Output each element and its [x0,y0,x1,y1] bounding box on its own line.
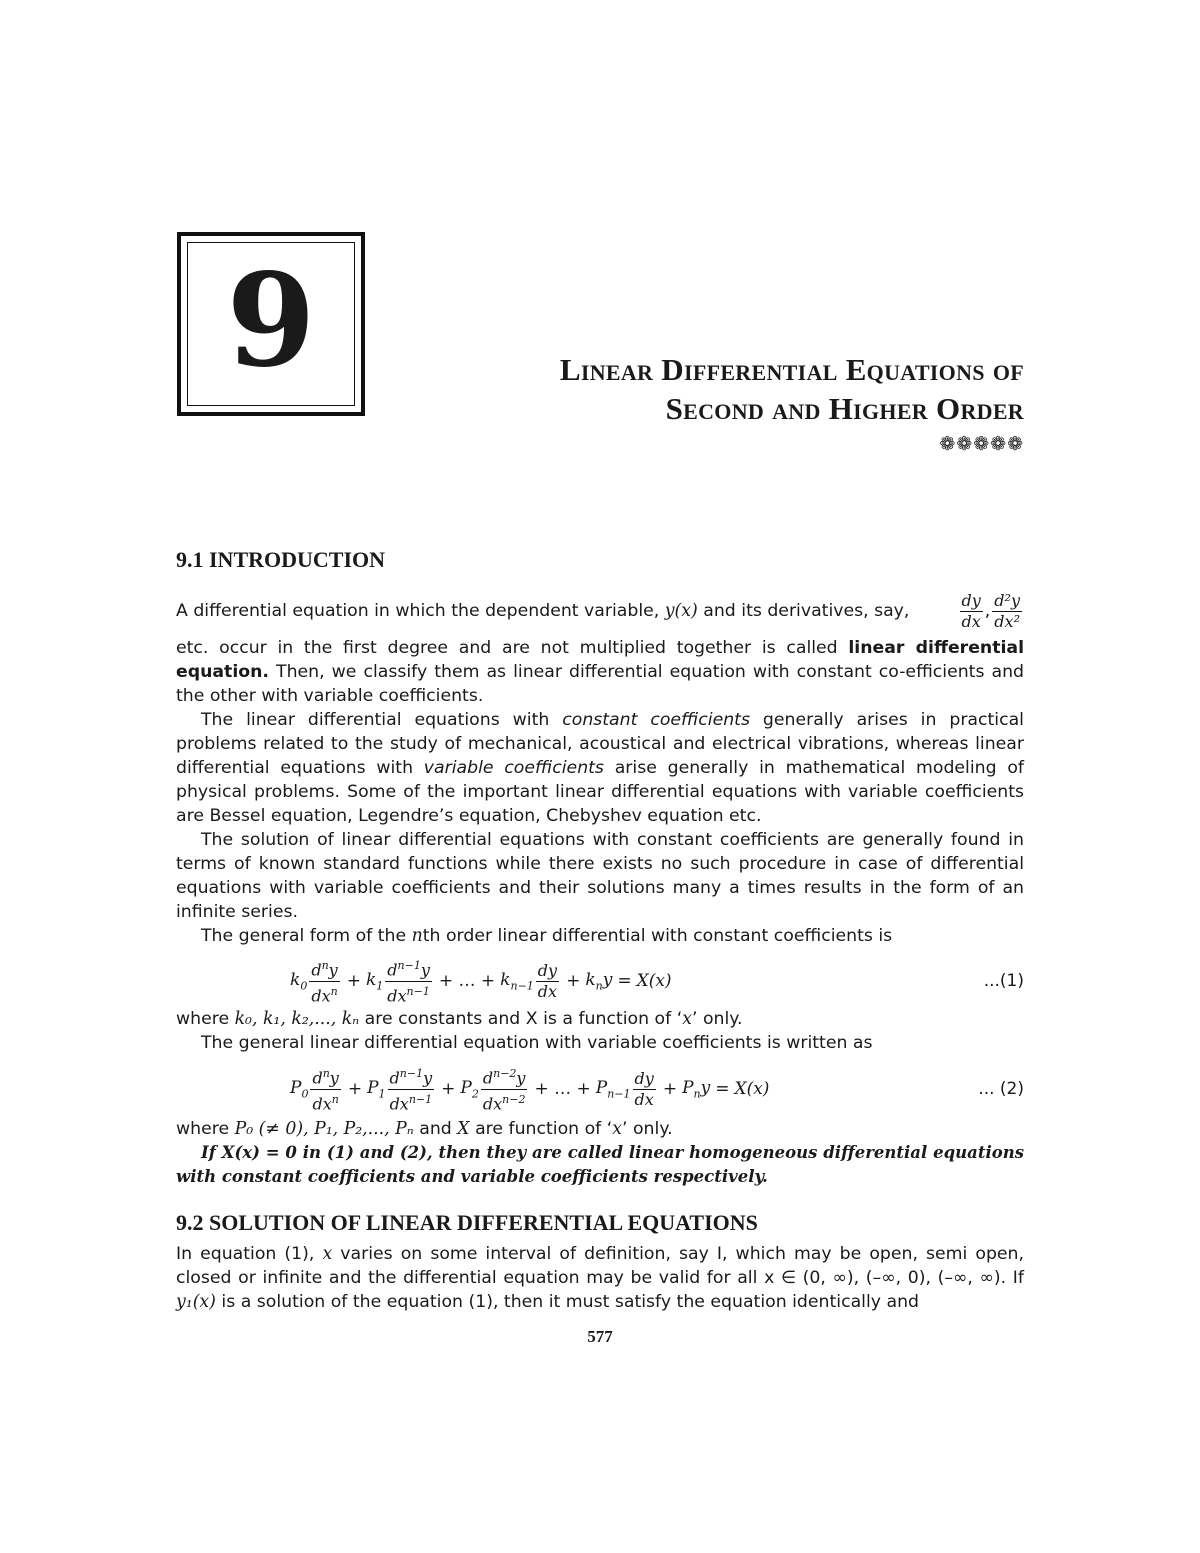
intro-paragraph-4: The general form of the nth order linear differential with constant coefficients is [201,926,893,946]
equation-1-tag: ...(1) [983,971,1024,991]
bold-term: linear differential equation. [176,638,1024,682]
intro-paragraph-2: The linear differential equations with constant coefficients generally arises in practical problems related to the study of mechanical, acoustical and electrical vibrations, whereas linear differential equations with variable coefficients arise generally in mathematical modeling of physical problems. Some of the important linear differential equations with variable coefficients are Bessel equation, Legendre’s equation, Chebyshev equation etc. [176,710,1024,826]
equation-1-body: $k_0$ $\frac{d^ny}{dx^n}$ + $k_1$ $\frac{d^{n-1}y}{dx^{n-1}}$ + … + $k_{n-1}$ $\frac{dy}{dx}$ + $k_ny$ = X(x) [290,956,984,1006]
emph-constant-coefficients: constant coefficients [562,710,750,730]
emph-variable-coefficients: variable coefficients [423,758,604,778]
intro-paragraph-1 [176,586,1024,948]
chapter-number-box [177,232,365,416]
intro-paragraph-6: The general linear differential equation with variable coefficients is written as [201,1033,873,1053]
chapter-title-line1: Linear Differential Equations of [559,352,1024,387]
intro-paragraph-1-cont: etc. occur in the first degree and are not multiplied together is called linear differential equation. Then, we classify them as linear differential equation with constant co-efficients and the other with variable coefficients. [176,638,1024,706]
section-heading-introduction: 9.1 INTRODUCTION [176,547,386,572]
chapter-ornament: ❁❁❁❁❁ [939,433,1024,455]
intro-paragraph-5: where k₀, k₁, k₂,..., kₙ are constants and X is a function of ‘x’ only. The general linear differential equation with variable coefficients is written as [176,1007,1024,1055]
fraction-d2y-dx2: $\frac{\text{d²y}}{\text{dx²}}$ [994,590,1020,631]
chapter-title-line2: Second and Higher Order [665,391,1024,426]
chapter-number: 9 [226,246,316,396]
intro-line-1 [176,586,1024,636]
text-run: and its derivatives, say, [697,601,910,621]
page-number: 577 [587,1327,613,1346]
text-run: A differential equation in which the dependent variable, [176,601,665,621]
intro-paragraph-7: where P₀ (≠ 0), P₁, P₂,..., Pₙ and X are function of ‘x’ only. If X(x) = 0 in (1) and (2), then they are called linear homogeneous differential equations with constant coefficients and variable coefficients respectively. [176,1117,1024,1189]
intro-paragraph-3: The solution of linear differential equations with constant coefficients are generally found in terms of known standard functions while there exists no such procedure in case of differential equations with variable coefficients and their solutions many a times results in the form of an infinite series. [176,830,1024,922]
equation-2 [290,1064,1024,1114]
section-heading-solution: 9.2 SOLUTION OF LINEAR DIFFERENTIAL EQUATIONS [176,1210,758,1235]
derivative-fractions [958,591,1024,632]
equation-2-body: $P_0$ $\frac{d^ny}{dx^n}$ + $P_1$ $\frac{d^{n-1}y}{dx^{n-1}}$ + $P_2$ $\frac{d^{n-2}y}{dx^{n-2}}$ + … + $P_{n-1}$ $\frac{dy}{dx}$ + $P_ny$ = X(x) [290,1064,978,1114]
equation-2-tag: ... (2) [978,1079,1024,1099]
solution-paragraph-1: In equation (1), x varies on some interval of definition, say I, which may be open, semi open, closed or infinite and the differential equation may be valid for all x ∈ (0, ∞), (–∞, 0), (–∞, ∞). If y₁(x) is a solution of the equation (1), then it must satisfy the equation identically and [176,1244,1025,1312]
math-yx: y(x) [664,601,698,621]
fraction-dy-dx: $\frac{dy}{dx}$ [961,590,981,631]
equation-1 [290,956,1024,1006]
comma: , [984,601,991,621]
homogeneous-note: If X(x) = 0 in (1) and (2), then they are called linear homogeneous differential equations with constant coefficients and variable coefficients respectively. [176,1143,1024,1186]
